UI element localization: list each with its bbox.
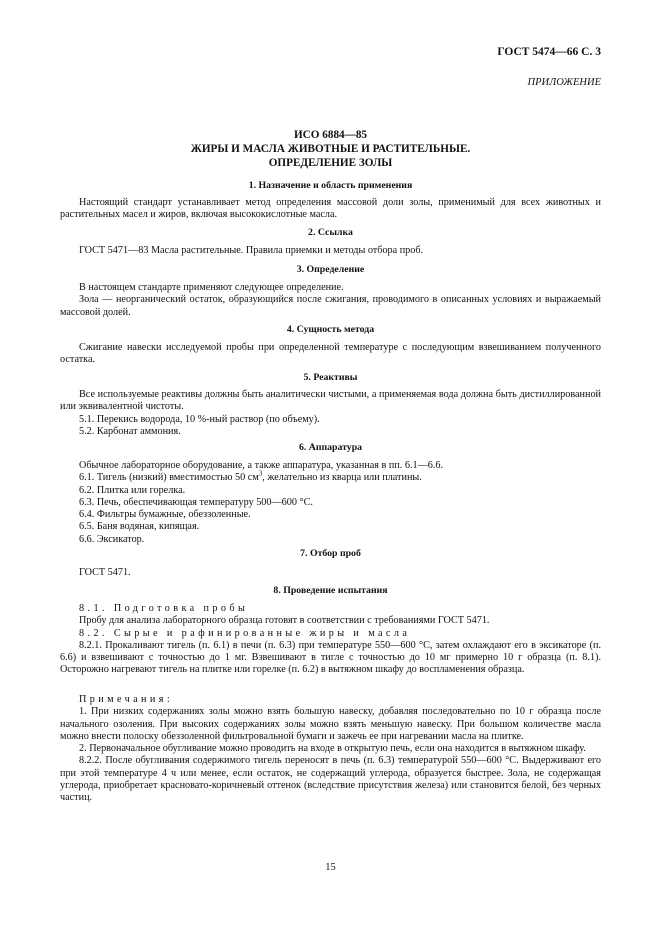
title-line-2: ЖИРЫ И МАСЛА ЖИВОТНЫЕ И РАСТИТЕЛЬНЫЕ. — [190, 143, 471, 155]
note-2: 2. Первоначальное обугливание можно проводить на входе в открытую печь, если она находится в вытяжном шкафу. — [79, 743, 586, 755]
section-8-2-2-text: 8.2.2. После обугливания содержимого тигель переносят в печь (п. 6.3) температурой 550—600 °С. Выдерживают его при этой температуре 4 ч или менее, если остаток, не содержащий углерода, образуется быстрее. Зола, не содержащая углерода, приобретает красновато-коричневый оттенок (вследствие присутствия железа) или становится белой, без черных частиц. — [60, 755, 601, 804]
notes-block — [60, 694, 601, 805]
section-1-heading: 1. Назначение и область применения — [248, 180, 413, 191]
section-6-heading: 6. Аппаратура — [298, 442, 363, 453]
section-1-text: Настоящий стандарт устанавливает метод определения массовой доли золы, применимый для всех животных и растительных масел и жиров, включая высококислотные масла. — [60, 197, 601, 221]
section-2-heading: 2. Ссылка — [308, 227, 353, 238]
section-6-body — [60, 460, 601, 546]
section-6-item-5: 6.5. Баня водяная, кипящая. — [79, 521, 200, 533]
section-6-item-6: 6.6. Эксикатор. — [79, 533, 145, 545]
section-5-text: Все используемые реактивы должны быть аналитически чистыми, а применяемая вода должна быть дистиллированной или эквивалентной чистоты. — [60, 389, 601, 413]
section-2-text: ГОСТ 5471—83 Масла растительные. Правила приемки и методы отбора проб. — [79, 245, 424, 256]
section-3-text-2: Зола — неорганический остаток, образующийся после сжигания, проводимого в описанных условиях и выражаемый массовой долей. — [60, 294, 601, 318]
section-8-heading: 8. Проведение испытания — [273, 585, 388, 596]
page-number: 15 — [325, 862, 336, 873]
section-8-2-1-text: 8.2.1. Прокаливают тигель (п. 6.1) в печи (п. 6.3) при температуре 550—600 °С, затем охлаждают его в эксикаторе (п. 6.6) и взвешивают с точностью до 1 мг. Взвешивают в тигле с точностью до 10 мг примерно 10 г образца (п. 8.1). Осторожно нагревают тигель на плитке или горелке (п. 6.2) в вытяжном шкафу до воспламенения образца. — [60, 639, 601, 676]
note-1: 1. При низких содержаниях золы можно взять большую навеску, добавляя последовательно по 10 г образца после начального озоления. При высоких содержаниях золы можно взять меньшую навеску. При большом количестве масла можно внести полоску обеззоленной фильтровальной бумаги и зажечь ее при нагревании масла на плитке. — [60, 706, 601, 742]
title-line-3: ОПРЕДЕЛЕНИЕ ЗОЛЫ — [268, 157, 393, 169]
section-7-heading: 7. Отбор проб — [300, 548, 361, 559]
section-8-1-text: Пробу для анализа лабораторного образца готовят в соответствии с требованиями ГОСТ 5471. — [79, 615, 490, 627]
section-8-body — [60, 603, 601, 677]
section-6-item-1 — [60, 469, 601, 484]
section-3-heading: 3. Определение — [296, 264, 365, 275]
section-7-text: ГОСТ 5471. — [79, 567, 131, 578]
section-3-text-1: В настоящем стандарте применяют следующее определение. — [79, 282, 344, 293]
section-6-item-1-a: 6.1. Тигель (низкий) вместимостью 50 см — [79, 472, 259, 484]
section-3-body — [60, 282, 601, 319]
title-line-1: ИСО 6884—85 — [293, 129, 368, 141]
section-5-body — [60, 389, 601, 438]
section-5-item-1: 5.1. Перекись водорода, 10 %-ный раствор (по объему). — [79, 413, 320, 425]
section-6-item-4: 6.4. Фильтры бумажные, обеззоленные. — [79, 509, 251, 521]
section-4-heading: 4. Сущность метода — [286, 324, 375, 335]
document-title — [60, 128, 601, 170]
section-8-1-heading: 8.1. Подготовка пробы — [79, 603, 249, 614]
section-6-text: Обычное лабораторное оборудование, а также аппаратура, указанная в пп. 6.1—6.6. — [79, 460, 444, 471]
section-6-item-2: 6.2. Плитка или горелка. — [79, 484, 186, 496]
section-6-item-1-sup: 3 — [258, 469, 263, 478]
appendix-label: ПРИЛОЖЕНИЕ — [527, 77, 601, 88]
section-8-2-heading: 8.2. Сырые и рафинированные жиры и масла — [79, 627, 411, 639]
notes-title: Примечания: — [79, 694, 174, 705]
section-6-item-3: 6.3. Печь, обеспечивающая температуру 500—600 °С. — [79, 496, 313, 508]
section-4-text: Сжигание навески исследуемой пробы при определенной температуре с последующим взвешиванием полученного остатка. — [60, 342, 601, 366]
page-header: ГОСТ 5474—66 С. 3 — [497, 46, 601, 58]
section-5-heading: 5. Реактивы — [303, 372, 358, 383]
section-5-item-2: 5.2. Карбонат аммония. — [79, 425, 181, 437]
section-6-item-1-b: , желательно из кварца или платины. — [262, 472, 422, 484]
